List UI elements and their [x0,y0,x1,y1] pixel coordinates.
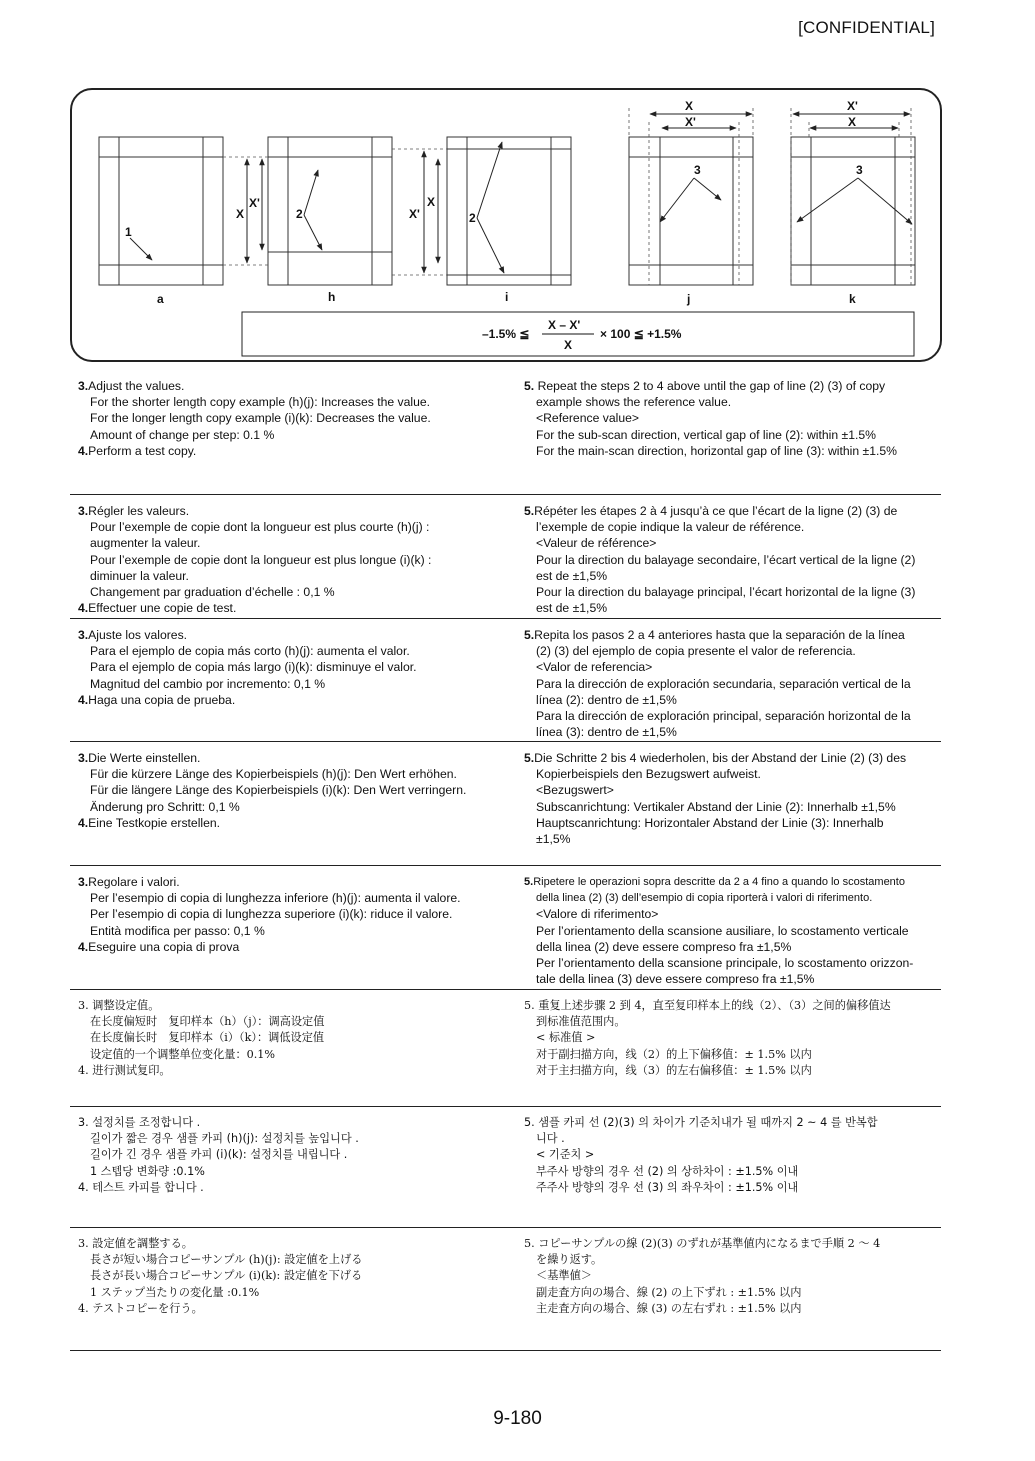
label-j: j [687,292,691,306]
bottom-rule [70,1350,941,1351]
label-k: k [849,292,856,306]
step-5: 5.Die Schritte 2 bis 4 wiederholen, bis der Abstand der Linie (2) (3) des Kopierbeispiels den Bezugswert aufweist. <Bezugswert> Subscanrichtung: Vertikaler Abstand der Linie (2): Innerhalb ±1,5% Hauptscanrichtung: Horizontaler Abstand der Linie (3): Innerhalb ±1,5% [524,751,907,847]
section-japanese [70,1227,941,1315]
mark-1: 1 [125,225,132,239]
step-5: 5. 重复上述步骤 2 到 4，直至复印样本上的线（2）、（3）之间的偏移值达 到标准值范围内。 < 标准值 > 对于副扫描方向，线（2）的上下偏移值：± 1.5% 以内 对于主扫描方向，线（3）的左右偏移值：± 1.5% 以内 [524,999,891,1077]
page-number: 9-180 [493,1408,542,1429]
mark-x-i: X [427,195,436,209]
label-i: i [505,290,509,304]
mark-xprime-i: X' [409,207,420,221]
formula-denominator: X [564,338,573,352]
mark-2-h: 2 [296,207,303,221]
mark-xprime-j: X' [685,115,696,129]
steps-3-4: 3. 설정치를 조정합니다 . 길이가 짧은 경우 샘플 카피 (h)(j): 설정치를 높입니다 . 길이가 긴 경우 샘플 카피 (i)(k): 설정치를 내립니다 . 1 스텝당 변화량 :0.1% 4. 테스트 카피를 합니다 . [78,1116,359,1194]
mark-x-j: X [685,99,694,113]
section-spanish [70,618,941,740]
mark-2-i: 2 [469,211,476,225]
mark-xprime-h: X' [249,196,260,210]
label-a: a [157,292,164,306]
step-5: 5. コピーサンプルの線 (2)(3) のずれが基準値内になるまで手順 2 ～ 4 を繰り返す。 ＜基準値＞ 副走査方向の場合、線 (2) の上下ずれ : ±1.5% 以内 主走査方向の場合、線 (3) の左右ずれ : ±1.5% 以内 [524,1237,881,1315]
step-5: 5.Repita los pasos 2 a 4 anteriores hasta que la separación de la línea (2) (3) del ejemplo de copia presente el valor de referencia. <Valor de referencia> Para la dirección de exploración secundaria, separación vertical de la línea (2): dentro de ±1,5% Para la dirección de exploración principal, separación horizontal de la línea (3): dentro de ±1,5% [524,628,911,740]
mark-x-h: X [236,207,245,221]
label-h: h [328,290,336,304]
step-5: 5.Ripetere le operazioni sopra descritte da 2 a 4 fino a quando lo scostamento della linea (2) (3) dell’esempio di copia riporterà i valori di riferimento. <Valore di riferimento> Per l’orientamento della scansione ausiliare, lo scostamento verticale della linea (2) deve essere compreso fra ±1,5% Per l’orientamento della scansione principale, lo scostamento orizzon- tale della linea (3) deve essere compreso fra ±1,5% [524,876,914,987]
section-french [70,494,941,616]
mark-3-j: 3 [694,163,701,177]
mark-3-k: 3 [856,163,863,177]
step-5: 5. Repeat the steps 2 to 4 above until the gap of line (2) (3) of copy example shows the reference value. <Reference value> For the sub-scan direction, vertical gap of line (2): within ±1.5% For the main-scan direction, horizontal gap of line (3): within ±1.5% [524,379,897,458]
mark-xprime-k: X' [847,99,858,113]
steps-3-4: 3.Adjust the values. For the shorter length copy example (h)(j): Increases the value. For the longer length copy example (i)(k): Decreases the value. Amount of change per step: 0.1 % 4.Perform a test copy. [78,379,431,458]
section-chinese [70,989,941,1077]
diagram-drawing [72,90,944,364]
steps-3-4: 3. 設定値を調整する。 長さが短い場合コピーサンプル (h)(j): 設定値を上げる 長さが長い場合コピーサンプル (i)(k): 設定値を下げる 1 ステップ当たりの変化量 :0.1% 4. テストコピーを行う。 [78,1237,363,1315]
formula-numerator: X – X' [548,318,581,332]
formula-prefix: –1.5% ≦ [482,327,530,341]
section-german [70,741,941,847]
adjustment-diagram [70,88,942,362]
steps-3-4: 3.Régler les valeurs. Pour l’exemple de copie dont la longueur est plus courte (h)(j) : augmenter la valeur. Pour l’exemple de copie dont la longueur est plus longue (i)(k) : diminuer la valeur. Changement par graduation d’échelle : 0,1 % 4.Effectuer une copie de test. [78,504,432,616]
formula-suffix: × 100 ≦ +1.5% [600,327,682,341]
section-italian [70,865,941,987]
confidential-marker: [CONFIDENTIAL] [798,18,935,37]
step-5: 5.Répéter les étapes 2 à 4 jusqu’à ce que l’écart de la ligne (2) (3) de l’exemple de copie indique la valeur de référence. <Valeur de référence> Pour la direction du balayage secondaire, l’écart vertical de la ligne (2) est de ±1,5% Pour la direction du balayage principal, l’écart horizontal de la ligne (3) est de ±1,5% [524,504,916,616]
steps-3-4: 3.Ajuste los valores. Para el ejemplo de copia más corto (h)(j): aumenta el valor. Para el ejemplo de copia más largo (i)(k): disminuye el valor. Magnitud del cambio por incremento: 0,1 % 4.Haga una copia de prueba. [78,628,417,707]
mark-x-k: X [848,115,857,129]
step-5: 5. 샘플 카피 선 (2)(3) 의 차이가 기준치내가 될 때까지 2 ~ 4 를 반복합 니다 . < 기준치 > 부주사 방향의 경우 선 (2) 의 상하차이 : ±1.5% 이내 주주사 방향의 경우 선 (3) 의 좌우차이 : ±1.5% 이내 [524,1116,878,1194]
steps-3-4: 3.Die Werte einstellen. Für die kürzere Länge des Kopierbeispiels (h)(j): Den Wert erhöhen. Für die längere Länge des Kopierbeispiels (i)(k): Den Wert verringern. Änderung pro Schritt: 0,1 % 4.Eine Testkopie erstellen. [78,751,467,830]
steps-3-4: 3.Regolare i valori. Per l’esempio di copia di lunghezza inferiore (h)(j): aumenta il valore. Per l’esempio di copia di lunghezza superiore (i)(k): riduce il valore. Entità modifica per passo: 0,1 % 4.Eseguire una copia di prova [78,875,461,954]
section-korean [70,1106,941,1194]
steps-3-4: 3. 调整设定值。 在长度偏短时 复印样本（h）（j）：调高设定值 在长度偏长时 复印样本（i）（k）：调低设定值 设定值的一个调整单位变化量：0.1% 4. 进行测试复印。 [78,999,325,1077]
